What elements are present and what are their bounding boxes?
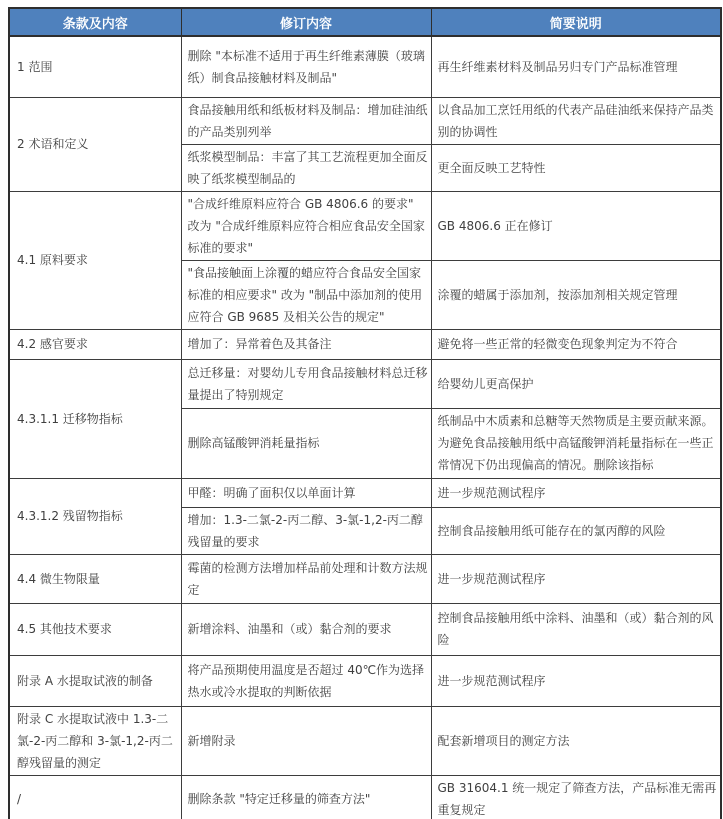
note-cell: 进一步规范测试程序 [431, 478, 721, 507]
revision-comparison-table [8, 7, 722, 819]
note-cell: 再生纤维素材料及制品另归专门产品标准管理 [431, 36, 721, 97]
table-row [9, 706, 721, 775]
column-header-note: 简要说明 [431, 8, 721, 36]
table-row [9, 554, 721, 603]
note-cell: 涂覆的蜡属于添加剂，按添加剂相关规定管理 [431, 260, 721, 329]
table-row [9, 191, 721, 260]
note-cell: 纸制品中木质素和总糖等天然物质是主要贡献来源。为避免食品接触用纸中高锰酸钾消耗量指标在一些正常情况下仍出现偏高的情况。删除该指标 [431, 408, 721, 478]
clause-cell: 附录 C 水提取试液中 1.3-二氯-2-丙二醇和 3-氯-1,2-丙二醇残留量的测定 [9, 706, 181, 775]
revision-cell: 总迁移量：对婴幼儿专用食品接触材料总迁移量提出了特别规定 [181, 359, 431, 408]
note-cell: GB 31604.1 统一规定了筛查方法，产品标准无需再重复规定 [431, 775, 721, 819]
clause-cell: 2 术语和定义 [9, 97, 181, 191]
clause-cell: 4.4 微生物限量 [9, 554, 181, 603]
note-cell: 进一步规范测试程序 [431, 554, 721, 603]
clause-cell: 4.3.1.1 迁移物指标 [9, 359, 181, 478]
table-row [9, 603, 721, 655]
revision-cell: 删除条款 "特定迁移量的筛查方法" [181, 775, 431, 819]
revision-cell: 新增附录 [181, 706, 431, 775]
revision-cell: "合成纤维原料应符合 GB 4806.6 的要求" 改为 "合成纤维原料应符合相应食品安全国家标准的要求" [181, 191, 431, 260]
revision-cell: 删除 "本标准不适用于再生纤维素薄膜（玻璃纸）制食品接触材料及制品" [181, 36, 431, 97]
clause-cell: 4.5 其他技术要求 [9, 603, 181, 655]
clause-cell: 4.1 原料要求 [9, 191, 181, 329]
table-row [9, 478, 721, 507]
revision-cell: 增加了：异常着色及其备注 [181, 329, 431, 359]
revision-cell: 新增涂料、油墨和（或）黏合剂的要求 [181, 603, 431, 655]
revision-cell: 食品接触用纸和纸板材料及制品：增加硅油纸的产品类别列举 [181, 97, 431, 144]
clause-cell: 1 范围 [9, 36, 181, 97]
revision-cell: 甲醛：明确了面积仅以单面计算 [181, 478, 431, 507]
revision-cell: "食品接触面上涂覆的蜡应符合食品安全国家标准的相应要求" 改为 "制品中添加剂的使用应符合 GB 9685 及相关公告的规定" [181, 260, 431, 329]
column-header-clause: 条款及内容 [9, 8, 181, 36]
clause-cell: 4.3.1.2 残留物指标 [9, 478, 181, 554]
header-row [9, 8, 721, 36]
table-row [9, 655, 721, 706]
note-cell: 给婴幼儿更高保护 [431, 359, 721, 408]
note-cell: 进一步规范测试程序 [431, 655, 721, 706]
note-cell: 配套新增项目的测定方法 [431, 706, 721, 775]
note-cell: GB 4806.6 正在修订 [431, 191, 721, 260]
note-cell: 以食品加工烹饪用纸的代表产品硅油纸来保持产品类别的协调性 [431, 97, 721, 144]
revision-cell: 纸浆模型制品：丰富了其工艺流程更加全面反映了纸浆模型制品的 [181, 144, 431, 191]
note-cell: 更全面反映工艺特性 [431, 144, 721, 191]
column-header-revision: 修订内容 [181, 8, 431, 36]
table-row [9, 359, 721, 408]
table-row [9, 36, 721, 97]
revision-cell: 增加：1.3-二氯-2-丙二醇、3-氯-1,2-丙二醇残留量的要求 [181, 507, 431, 554]
table-row [9, 775, 721, 819]
note-cell: 控制食品接触用纸可能存在的氯丙醇的风险 [431, 507, 721, 554]
table-row [9, 329, 721, 359]
clause-cell: 4.2 感官要求 [9, 329, 181, 359]
note-cell: 控制食品接触用纸中涂料、油墨和（或）黏合剂的风险 [431, 603, 721, 655]
clause-cell: / [9, 775, 181, 819]
clause-cell: 附录 A 水提取试液的制备 [9, 655, 181, 706]
revision-cell: 删除高锰酸钾消耗量指标 [181, 408, 431, 478]
revision-cell: 霉菌的检测方法增加样品前处理和计数方法规定 [181, 554, 431, 603]
note-cell: 避免将一些正常的轻微变色现象判定为不符合 [431, 329, 721, 359]
revision-cell: 将产品预期使用温度是否超过 40℃作为选择热水或冷水提取的判断依据 [181, 655, 431, 706]
table-row [9, 97, 721, 144]
